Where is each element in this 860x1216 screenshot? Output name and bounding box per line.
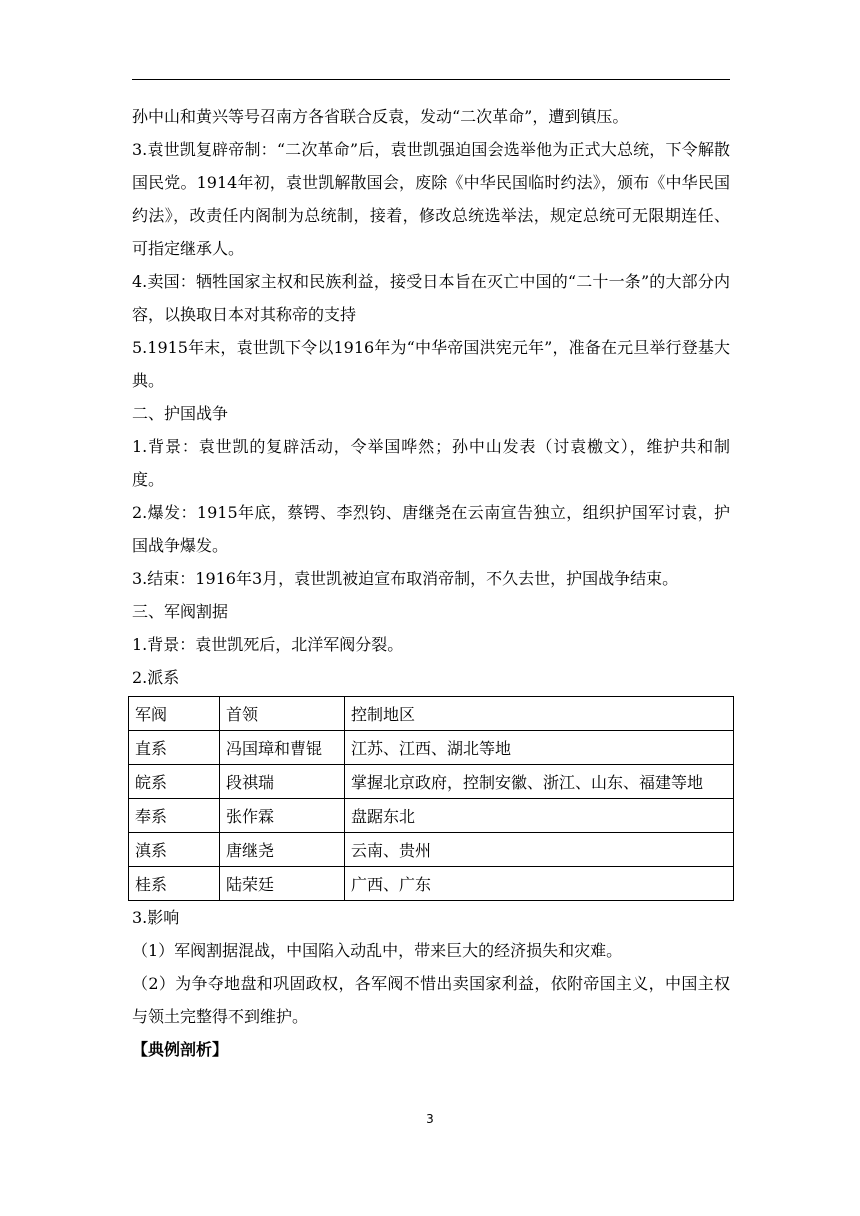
table-header-row: [129, 697, 734, 731]
paragraph: 孙中山和黄兴等号召南方各省联合反袁，发动“二次革命”，遭到镇压。: [132, 107, 629, 126]
table-cell: 皖系: [129, 765, 220, 799]
example-analysis-heading: 【典例剖析】: [132, 1040, 229, 1059]
table-row: [129, 867, 734, 901]
table-cell: 直系: [129, 731, 220, 765]
table-cell: 云南、贵州: [345, 833, 734, 867]
table-header-cell: 首领: [220, 697, 345, 731]
table-row: [129, 765, 734, 799]
paragraph: （2）为争夺地盘和巩固政权，各军阀不惜出卖国家利益，依附帝国主义，中国主权与领土完整得不到维护。: [132, 974, 730, 1026]
header-rule: [132, 79, 730, 80]
table-row: [129, 833, 734, 867]
table-cell: 张作霖: [220, 799, 345, 833]
paragraph: 1.背景：袁世凯死后，北洋军阀分裂。: [132, 635, 404, 654]
paragraph: 4.卖国：牺牲国家主权和民族利益，接受日本旨在灭亡中国的“二十一条”的大部分内容，以换取日本对其称帝的支持: [132, 272, 730, 324]
table-cell: 奉系: [129, 799, 220, 833]
table-cell: 桂系: [129, 867, 220, 901]
paragraph: 3.影响: [132, 908, 180, 927]
section-heading: 三、军阀割据: [132, 602, 229, 621]
table-row: [129, 799, 734, 833]
paragraph: 1.背景：袁世凯的复辟活动，令举国哗然；孙中山发表（讨袁檄文），维护共和制度。: [132, 437, 730, 489]
table-cell: 段祺瑞: [220, 765, 345, 799]
paragraph: 5.1915年末，袁世凯下令以1916年为“中华帝国洪宪元年”，准备在元旦举行登基大典。: [132, 338, 730, 390]
table-cell: 掌握北京政府，控制安徽、浙江、山东、福建等地: [345, 765, 734, 799]
table-cell: 冯国璋和曹锟: [220, 731, 345, 765]
table-cell: 陆荣廷: [220, 867, 345, 901]
table-cell: 江苏、江西、湖北等地: [345, 731, 734, 765]
table-cell: 广西、广东: [345, 867, 734, 901]
page-number: 3: [426, 1112, 434, 1126]
paragraph: 2.派系: [132, 668, 180, 687]
table-header-cell: 军阀: [129, 697, 220, 731]
table-row: [129, 731, 734, 765]
paragraph: 3.袁世凯复辟帝制：“二次革命”后，袁世凯强迫国会选举他为正式大总统，下令解散国民党。1914年初，袁世凯解散国会，废除《中华民国临时约法》，颁布《中华民国约法》，改责任内阁制为总统制，接着，修改总统选举法，规定总统可无限期连任、可指定继承人。: [132, 140, 730, 258]
paragraph: 2.爆发：1915年底，蔡锷、李烈钧、唐继尧在云南宣告独立，组织护国军讨袁，护国战争爆发。: [132, 503, 730, 555]
section-heading: 二、护国战争: [132, 404, 229, 423]
paragraph: 3.结束：1916年3月，袁世凯被迫宣布取消帝制，不久去世，护国战争结束。: [132, 569, 679, 588]
table-cell: 盘踞东北: [345, 799, 734, 833]
table-cell: 滇系: [129, 833, 220, 867]
page-body: [132, 100, 730, 1066]
table-cell: 唐继尧: [220, 833, 345, 867]
table-header-cell: 控制地区: [345, 697, 734, 731]
warlord-factions-table: [128, 696, 734, 901]
paragraph: （1）军阀割据混战，中国陷入动乱中，带来巨大的经济损失和灾难。: [132, 941, 623, 960]
